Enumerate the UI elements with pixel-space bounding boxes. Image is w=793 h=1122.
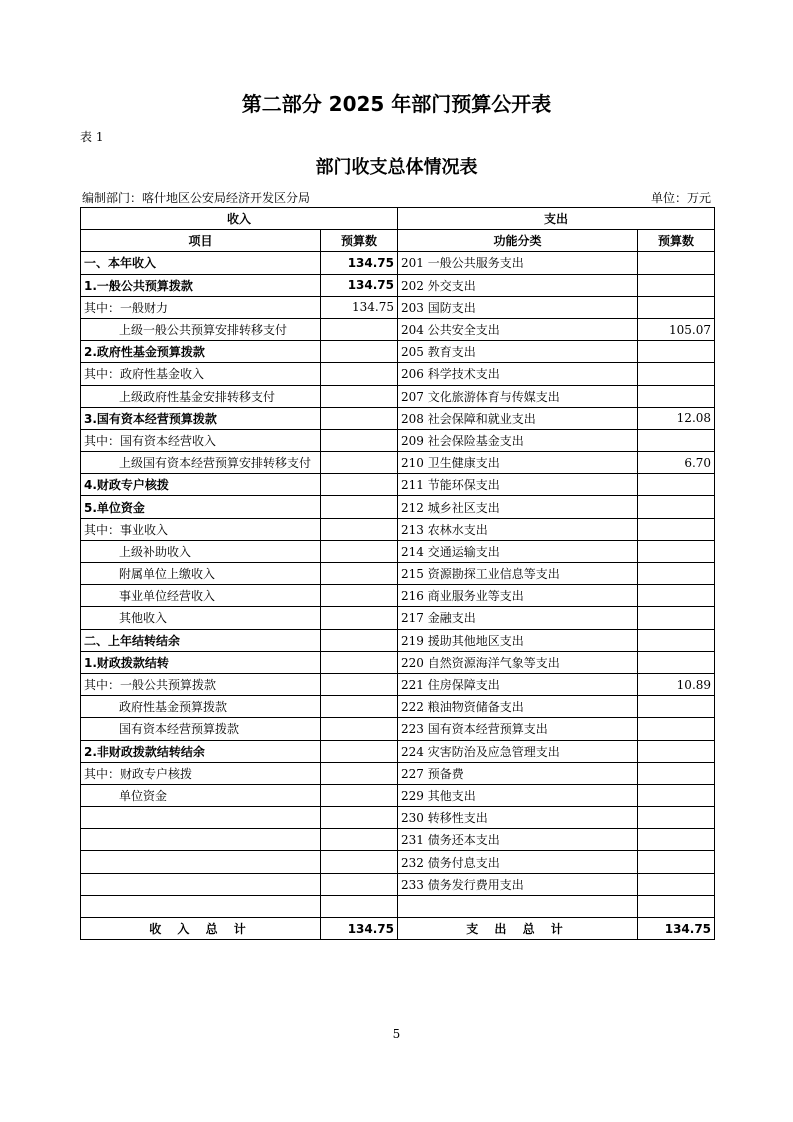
income-budget-cell	[321, 696, 398, 718]
expense-function-cell: 207 文化旅游体育与传媒支出	[398, 385, 638, 407]
income-item-cell	[81, 873, 321, 895]
table-row	[81, 851, 715, 873]
total-income-value: 134.75	[321, 918, 398, 940]
table-number: 表 1	[80, 130, 104, 144]
table-row	[81, 318, 715, 340]
income-item-cell: 其他收入	[81, 607, 321, 629]
income-budget-cell	[321, 363, 398, 385]
expense-function-cell: 230 转移性支出	[398, 807, 638, 829]
table-row	[81, 252, 715, 274]
income-budget-cell	[321, 673, 398, 695]
income-item-cell: 4.财政专户核拨	[81, 474, 321, 496]
expense-budget-cell	[638, 585, 715, 607]
expense-function-cell: 217 金融支出	[398, 607, 638, 629]
expense-budget-cell	[638, 252, 715, 274]
table-title: 部门收支总体情况表	[315, 157, 478, 178]
expense-function-cell: 213 农林水支出	[398, 518, 638, 540]
expense-budget-cell	[638, 629, 715, 651]
table-row	[81, 429, 715, 451]
income-budget-cell	[321, 518, 398, 540]
income-budget-cell	[321, 585, 398, 607]
expense-budget-cell	[638, 341, 715, 363]
table-row	[81, 807, 715, 829]
income-item-cell	[81, 895, 321, 917]
income-item-cell: 上级补助收入	[81, 540, 321, 562]
expense-function-cell: 232 债务付息支出	[398, 851, 638, 873]
income-budget-cell	[321, 385, 398, 407]
table-row	[81, 895, 715, 917]
table-row	[81, 873, 715, 895]
budget-table	[80, 207, 715, 940]
income-budget-cell	[321, 851, 398, 873]
expense-budget-cell	[638, 718, 715, 740]
income-item-cell: 事业单位经营收入	[81, 585, 321, 607]
income-item-cell	[81, 807, 321, 829]
income-item-cell: 其中：国有资本经营收入	[81, 429, 321, 451]
table-row	[81, 784, 715, 806]
expense-budget-cell: 10.89	[638, 673, 715, 695]
income-budget-cell	[321, 651, 398, 673]
expense-budget-cell	[638, 296, 715, 318]
expense-budget-cell	[638, 851, 715, 873]
column-header-budget: 预算数	[321, 230, 398, 252]
page-title: 第二部分 2025 年部门预算公开表	[241, 92, 552, 116]
income-budget-cell	[321, 607, 398, 629]
page-number: 5	[392, 1027, 401, 1041]
table-row	[81, 518, 715, 540]
total-row	[81, 918, 715, 940]
table-row	[81, 629, 715, 651]
column-header-budget-expense: 预算数	[638, 230, 715, 252]
expense-function-cell: 204 公共安全支出	[398, 318, 638, 340]
total-expense-label: 支 出 总 计	[398, 918, 638, 940]
unit-label: 单位：万元	[650, 191, 711, 205]
expense-header: 支出	[398, 208, 715, 230]
income-budget-cell	[321, 740, 398, 762]
income-budget-cell	[321, 873, 398, 895]
income-budget-cell	[321, 718, 398, 740]
expense-function-cell: 216 商业服务业等支出	[398, 585, 638, 607]
expense-function-cell: 206 科学技术支出	[398, 363, 638, 385]
income-item-cell: 国有资本经营预算拨款	[81, 718, 321, 740]
income-item-cell: 1.一般公共预算拨款	[81, 274, 321, 296]
expense-budget-cell: 12.08	[638, 407, 715, 429]
table-row	[81, 696, 715, 718]
income-budget-cell	[321, 341, 398, 363]
expense-budget-cell	[638, 496, 715, 518]
income-budget-cell	[321, 429, 398, 451]
table-row	[81, 341, 715, 363]
income-budget-cell	[321, 540, 398, 562]
expense-function-cell: 223 国有资本经营预算支出	[398, 718, 638, 740]
expense-function-cell: 210 卫生健康支出	[398, 452, 638, 474]
income-budget-cell: 134.75	[321, 252, 398, 274]
table-row	[81, 496, 715, 518]
income-budget-cell	[321, 407, 398, 429]
expense-function-cell: 229 其他支出	[398, 784, 638, 806]
table-row	[81, 296, 715, 318]
income-item-cell: 上级一般公共预算安排转移支付	[81, 318, 321, 340]
expense-function-cell: 209 社会保险基金支出	[398, 429, 638, 451]
income-item-cell: 2.政府性基金预算拨款	[81, 341, 321, 363]
department-label: 编制部门：喀什地区公安局经济开发区分局	[82, 191, 311, 205]
expense-budget-cell	[638, 474, 715, 496]
expense-budget-cell	[638, 363, 715, 385]
income-budget-cell: 134.75	[321, 296, 398, 318]
expense-budget-cell	[638, 607, 715, 629]
expense-function-cell: 220 自然资源海洋气象等支出	[398, 651, 638, 673]
expense-function-cell: 202 外交支出	[398, 274, 638, 296]
expense-function-cell: 221 住房保障支出	[398, 673, 638, 695]
expense-budget-cell: 105.07	[638, 318, 715, 340]
expense-function-cell: 212 城乡社区支出	[398, 496, 638, 518]
expense-function-cell: 222 粮油物资储备支出	[398, 696, 638, 718]
expense-budget-cell	[638, 784, 715, 806]
income-budget-cell	[321, 807, 398, 829]
expense-budget-cell	[638, 762, 715, 784]
expense-function-cell: 211 节能环保支出	[398, 474, 638, 496]
income-item-cell: 其中：事业收入	[81, 518, 321, 540]
table-row	[81, 363, 715, 385]
expense-function-cell: 208 社会保障和就业支出	[398, 407, 638, 429]
expense-budget-cell: 6.70	[638, 452, 715, 474]
income-item-cell: 上级政府性基金安排转移支付	[81, 385, 321, 407]
expense-function-cell: 233 债务发行费用支出	[398, 873, 638, 895]
column-header-item: 项目	[81, 230, 321, 252]
expense-budget-cell	[638, 696, 715, 718]
expense-budget-cell	[638, 807, 715, 829]
total-expense-value: 134.75	[638, 918, 715, 940]
expense-function-cell: 205 教育支出	[398, 341, 638, 363]
expense-budget-cell	[638, 740, 715, 762]
table-row	[81, 563, 715, 585]
expense-function-cell: 227 预备费	[398, 762, 638, 784]
income-item-cell: 附属单位上缴收入	[81, 563, 321, 585]
expense-function-cell: 224 灾害防治及应急管理支出	[398, 740, 638, 762]
income-budget-cell	[321, 895, 398, 917]
income-item-cell: 上级国有资本经营预算安排转移支付	[81, 452, 321, 474]
expense-budget-cell	[638, 829, 715, 851]
income-budget-cell	[321, 496, 398, 518]
income-budget-cell	[321, 474, 398, 496]
expense-budget-cell	[638, 429, 715, 451]
table-row	[81, 651, 715, 673]
table-row	[81, 385, 715, 407]
header-row-columns	[81, 230, 715, 252]
income-header: 收入	[81, 208, 398, 230]
income-item-cell: 5.单位资金	[81, 496, 321, 518]
expense-function-cell: 201 一般公共服务支出	[398, 252, 638, 274]
expense-budget-cell	[638, 563, 715, 585]
income-item-cell: 一、本年收入	[81, 252, 321, 274]
expense-function-cell: 219 援助其他地区支出	[398, 629, 638, 651]
table-row	[81, 829, 715, 851]
expense-budget-cell	[638, 385, 715, 407]
income-item-cell: 单位资金	[81, 784, 321, 806]
expense-budget-cell	[638, 274, 715, 296]
table-row	[81, 474, 715, 496]
table-row	[81, 274, 715, 296]
expense-budget-cell	[638, 895, 715, 917]
expense-budget-cell	[638, 518, 715, 540]
income-item-cell: 2.非财政拨款结转结余	[81, 740, 321, 762]
income-budget-cell	[321, 563, 398, 585]
income-budget-cell	[321, 318, 398, 340]
expense-function-cell: 203 国防支出	[398, 296, 638, 318]
table-row	[81, 762, 715, 784]
table-row	[81, 585, 715, 607]
income-item-cell: 其中：一般公共预算拨款	[81, 673, 321, 695]
expense-budget-cell	[638, 873, 715, 895]
income-budget-cell	[321, 762, 398, 784]
income-budget-cell	[321, 629, 398, 651]
expense-budget-cell	[638, 540, 715, 562]
income-item-cell	[81, 851, 321, 873]
table-row	[81, 540, 715, 562]
income-item-cell: 其中：政府性基金收入	[81, 363, 321, 385]
income-budget-cell: 134.75	[321, 274, 398, 296]
income-budget-cell	[321, 784, 398, 806]
table-row	[81, 607, 715, 629]
income-item-cell: 3.国有资本经营预算拨款	[81, 407, 321, 429]
expense-budget-cell	[638, 651, 715, 673]
expense-function-cell: 214 交通运输支出	[398, 540, 638, 562]
income-item-cell: 其中：财政专户核拨	[81, 762, 321, 784]
table-row	[81, 673, 715, 695]
income-item-cell: 二、上年结转结余	[81, 629, 321, 651]
income-budget-cell	[321, 829, 398, 851]
table-row	[81, 452, 715, 474]
table-row	[81, 718, 715, 740]
income-item-cell	[81, 829, 321, 851]
expense-function-cell: 231 债务还本支出	[398, 829, 638, 851]
income-item-cell: 1.财政拨款结转	[81, 651, 321, 673]
table-row	[81, 740, 715, 762]
income-item-cell: 其中：一般财力	[81, 296, 321, 318]
expense-function-cell	[398, 895, 638, 917]
column-header-function: 功能分类	[398, 230, 638, 252]
expense-function-cell: 215 资源勘探工业信息等支出	[398, 563, 638, 585]
header-row-sections	[81, 208, 715, 230]
table-row	[81, 407, 715, 429]
total-income-label: 收 入 总 计	[81, 918, 321, 940]
income-item-cell: 政府性基金预算拨款	[81, 696, 321, 718]
income-budget-cell	[321, 452, 398, 474]
